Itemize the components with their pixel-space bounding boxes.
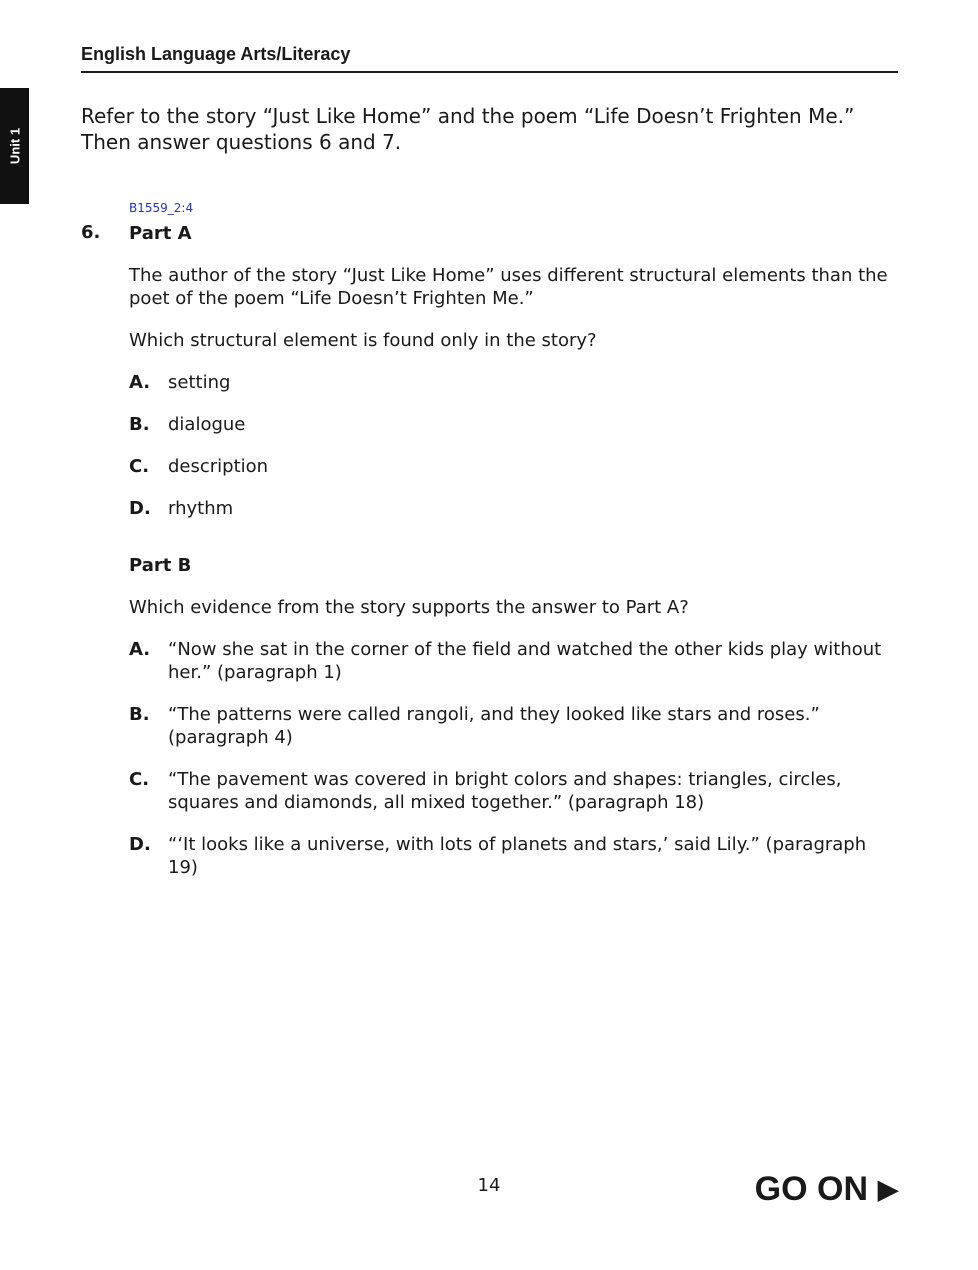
option-letter: B. bbox=[129, 704, 150, 725]
part-a-option-d[interactable] bbox=[129, 497, 889, 520]
option-text: setting bbox=[168, 372, 231, 393]
question-body bbox=[129, 222, 889, 898]
unit-tab bbox=[0, 88, 29, 204]
option-letter: D. bbox=[129, 834, 151, 855]
part-a-options bbox=[129, 371, 889, 520]
part-a bbox=[129, 222, 889, 520]
part-a-title: Part A bbox=[129, 223, 192, 244]
part-a-option-c[interactable] bbox=[129, 455, 889, 478]
option-letter: C. bbox=[129, 456, 150, 477]
item-code: B1559_2:4 bbox=[129, 201, 194, 215]
option-letter: A. bbox=[129, 372, 151, 393]
option-text: description bbox=[168, 456, 269, 477]
page-header: English Language Arts/Literacy bbox=[81, 44, 898, 73]
option-text: rhythm bbox=[168, 498, 234, 519]
option-text: “The pavement was covered in bright colors and shapes: triangles, circles, squares and diamonds, all mixed together.” (paragraph 18) bbox=[168, 769, 842, 813]
passage-instructions: Refer to the story “Just Like Home” and the poem “Life Doesn’t Frighten Me.” Then answer questions 6 and 7. bbox=[81, 104, 855, 154]
option-letter: B. bbox=[129, 414, 150, 435]
part-b-stem: Which evidence from the story supports the answer to Part A? bbox=[129, 597, 689, 618]
part-a-stem-context: The author of the story “Just Like Home” uses different structural elements than the poet of the poem “Life Doesn’t Frighten Me.” bbox=[129, 265, 888, 309]
go-on-label: GO ON bbox=[754, 1170, 868, 1208]
unit-tab-label: Unit 1 bbox=[7, 127, 22, 165]
part-b-option-a[interactable] bbox=[129, 638, 889, 684]
option-letter: D. bbox=[129, 498, 151, 519]
option-text: “‘It looks like a universe, with lots of planets and stars,’ said Lily.” (paragraph 19) bbox=[168, 834, 867, 878]
part-b-title: Part B bbox=[129, 555, 192, 576]
part-b-option-d[interactable] bbox=[129, 833, 889, 879]
part-a-option-b[interactable] bbox=[129, 413, 889, 436]
part-b bbox=[129, 554, 889, 879]
go-on-indicator bbox=[755, 1170, 898, 1209]
option-text: “The patterns were called rangoli, and they looked like stars and roses.” (paragraph 4) bbox=[168, 704, 820, 748]
part-b-options bbox=[129, 638, 889, 879]
page-number: 14 bbox=[477, 1175, 501, 1196]
option-letter: C. bbox=[129, 769, 150, 790]
play-arrow-icon: ▶ bbox=[878, 1174, 898, 1204]
part-b-option-b[interactable] bbox=[129, 703, 889, 749]
question-number: 6. bbox=[81, 222, 101, 243]
part-a-option-a[interactable] bbox=[129, 371, 889, 394]
part-a-stem-question: Which structural element is found only in the story? bbox=[129, 330, 597, 351]
option-letter: A. bbox=[129, 639, 151, 660]
option-text: dialogue bbox=[168, 414, 246, 435]
option-text: “Now she sat in the corner of the field and watched the other kids play without her.” (paragraph 1) bbox=[168, 639, 882, 683]
part-b-option-c[interactable] bbox=[129, 768, 889, 814]
